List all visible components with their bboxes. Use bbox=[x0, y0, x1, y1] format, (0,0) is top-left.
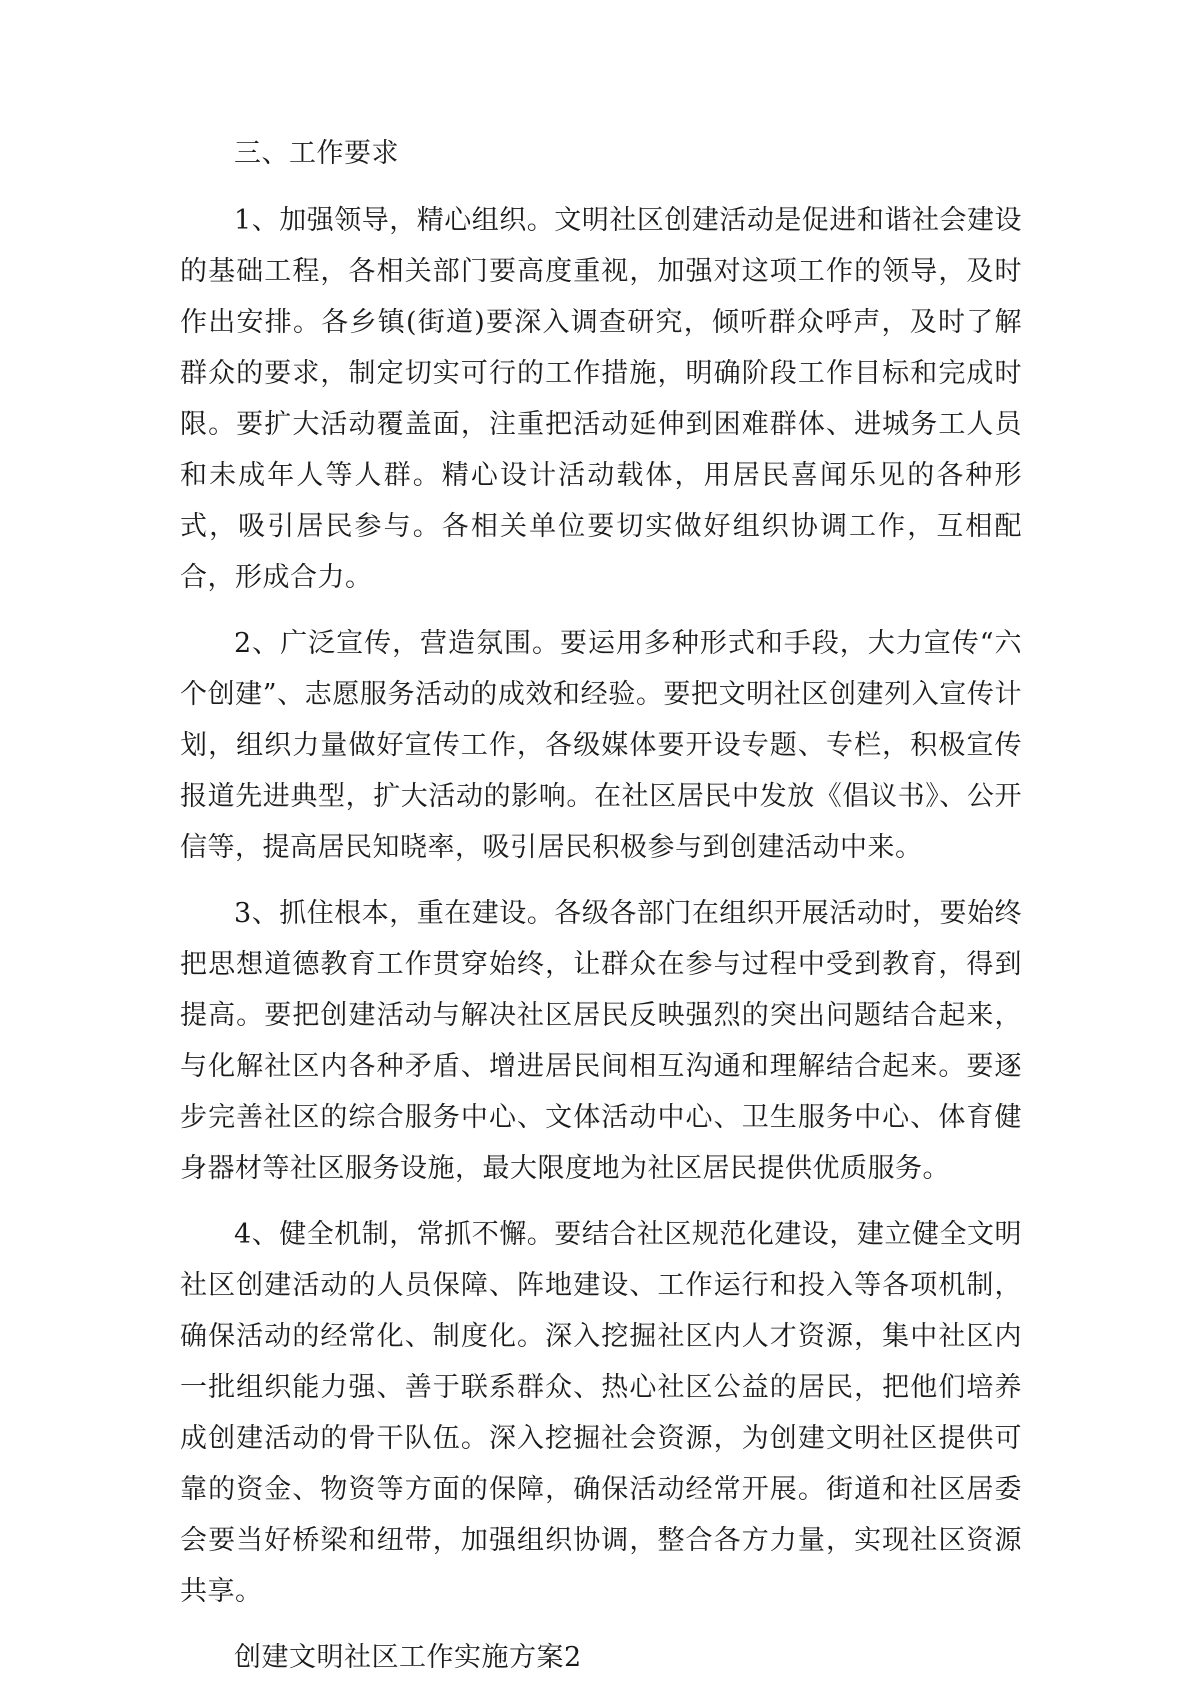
paragraph-3: 3、抓住根本，重在建设。各级各部门在组织开展活动时，要始终把思想道德教育工作贯穿始终，让群众在参与过程中受到教育，得到提高。要把创建活动与解决社区居民反映强烈的突出问题结合起来，与化解社区内各种矛盾、增进居民间相互沟通和理解结合起来。要逐步完善社区的综合服务中心、文体活动中心、卫生服务中心、体育健身器材等社区服务设施，最大限度地为社区居民提供优质服务。 bbox=[180, 898, 1022, 1184]
next-document-title: 创建文明社区工作实施方案2 bbox=[234, 1642, 582, 1673]
paragraph-4: 4、健全机制，常抓不懈。要结合社区规范化建设，建立健全文明社区创建活动的人员保障、阵地建设、工作运行和投入等各项机制，确保活动的经常化、制度化。深入挖掘社区内人才资源，集中社区内一批组织能力强、善于联系群众、热心社区公益的居民，把他们培养成创建活动的骨干队伍。深入挖掘社会资源，为创建文明社区提供可靠的资金、物资等方面的保障，确保活动经常开展。街道和社区居委会要当好桥梁和纽带，加强组织协调，整合各方力量，实现社区资源共享。 bbox=[180, 1219, 1022, 1607]
paragraph-2: 2、广泛宣传，营造氛围。要运用多种形式和手段，大力宣传“六个创建”、志愿服务活动的成效和经验。要把文明社区创建列入宣传计划，组织力量做好宣传工作，各级媒体要开设专题、专栏，积极宣传报道先进典型，扩大活动的影响。在社区居民中发放《倡议书》、公开信等，提高居民知晓率，吸引居民积极参与到创建活动中来。 bbox=[180, 628, 1022, 863]
paragraph-1: 1、加强领导，精心组织。文明社区创建活动是促进和谐社会建设的基础工程，各相关部门要高度重视，加强对这项工作的领导，及时作出安排。各乡镇(街道)要深入调查研究，倾听群众呼声，及时了解群众的要求，制定切实可行的工作措施，明确阶段工作目标和完成时限。要扩大活动覆盖面，注重把活动延伸到困难群体、进城务工人员和未成年人等人群。精心设计活动载体，用居民喜闻乐见的各种形式，吸引居民参与。各相关单位要切实做好组织协调工作，互相配合，形成合力。 bbox=[180, 205, 1022, 593]
document-body bbox=[180, 128, 1022, 1698]
section-heading: 三、工作要求 bbox=[234, 138, 399, 169]
